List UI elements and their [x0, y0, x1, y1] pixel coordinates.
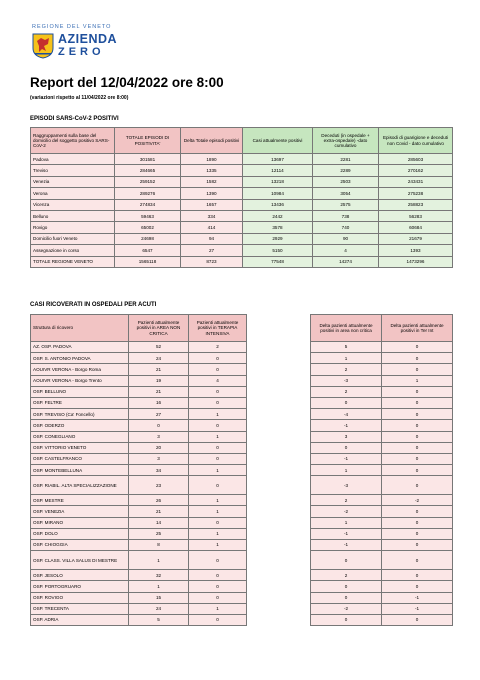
positivi-value-cell: 2289	[313, 165, 379, 176]
positivi-row	[31, 165, 453, 176]
logo-zero-text: ZERO	[58, 46, 105, 58]
positivi-value-cell: 77548	[243, 256, 313, 267]
positivi-value-cell: 275238	[379, 188, 453, 199]
hospital-name-cell: OSP. CLASS. VILLA SALUS DI MESTRE	[31, 551, 129, 570]
noncritical-cell: 5	[129, 614, 189, 625]
noncritical-cell: 16	[129, 397, 189, 408]
positivi-value-cell: 13218	[243, 176, 313, 187]
delta-noncritical-cell: 1	[311, 465, 382, 476]
ricoverati-table	[30, 314, 247, 626]
hospital-name-cell: OSP. TREVISO (Ca' Foncello)	[31, 409, 129, 420]
ricoverati-row	[31, 476, 247, 495]
delta-intensive-cell: 0	[382, 386, 453, 397]
delta-row	[311, 397, 453, 408]
noncritical-cell: 24	[129, 603, 189, 614]
delta-intensive-cell: 0	[382, 570, 453, 581]
intensive-cell: 0	[189, 397, 247, 408]
ricoverati-row	[31, 465, 247, 476]
delta-row	[311, 342, 453, 353]
positivi-value-cell: 6547	[115, 245, 181, 256]
noncritical-cell: 8	[129, 540, 189, 551]
positivi-area-cell: Treviso	[31, 165, 115, 176]
delta-intensive-cell: 0	[382, 551, 453, 570]
intensive-cell: 1	[189, 506, 247, 517]
delta-noncritical-cell: -2	[311, 506, 382, 517]
hospital-name-cell: OSP. ODERZO	[31, 420, 129, 431]
noncritical-cell: 0	[129, 420, 189, 431]
positivi-col-header: Deceduti (in ospedale + extra-ospedale) -dato cumulativo	[313, 128, 379, 154]
delta-intensive-cell: 1	[382, 375, 453, 386]
delta-noncritical-cell: -1	[311, 453, 382, 464]
positivi-value-cell: 334	[181, 210, 243, 221]
positivi-col-header: Casi attualmente positivi	[243, 128, 313, 154]
positivi-value-cell: 1393	[379, 245, 453, 256]
hospital-name-cell: OSP. BELLUNO	[31, 386, 129, 397]
ricoverati-row	[31, 409, 247, 420]
hospital-name-cell: OSP. S. ANTONIO PADOVA	[31, 353, 129, 364]
azienda-zero-logo	[32, 24, 152, 66]
noncritical-cell: 34	[129, 465, 189, 476]
delta-noncritical-cell: 0	[311, 551, 382, 570]
positivi-value-cell: 27	[181, 245, 243, 256]
positivi-area-cell: Venezia	[31, 176, 115, 187]
positivi-value-cell: 1582	[181, 176, 243, 187]
hospital-name-cell: OSP. MONTEBELLUNA	[31, 465, 129, 476]
positivi-area-cell: Assegnazione in corso	[31, 245, 115, 256]
noncritical-cell: 3	[129, 453, 189, 464]
ricoverati-row	[31, 581, 247, 592]
hospital-name-cell: OSP. VITTORIO VENETO	[31, 442, 129, 453]
positivi-value-cell: 13436	[243, 199, 313, 210]
intensive-cell: 1	[189, 431, 247, 442]
positivi-value-cell: 1390	[181, 188, 243, 199]
intensive-cell: 4	[189, 375, 247, 386]
intensive-cell: 0	[189, 453, 247, 464]
noncritical-cell: 21	[129, 386, 189, 397]
delta-intensive-cell: 0	[382, 476, 453, 495]
positivi-value-cell: 12114	[243, 165, 313, 176]
delta-noncritical-cell: 0	[311, 581, 382, 592]
ricoverati-row	[31, 614, 247, 625]
hospital-name-cell: OSP. FELTRE	[31, 397, 129, 408]
positivi-value-cell: 414	[181, 222, 243, 233]
ricoverati-row	[31, 442, 247, 453]
positivi-value-cell: 3054	[313, 188, 379, 199]
positivi-value-cell: 3578	[243, 222, 313, 233]
delta-row	[311, 528, 453, 539]
delta-noncritical-cell: -1	[311, 528, 382, 539]
delta-noncritical-cell: -3	[311, 375, 382, 386]
delta-noncritical-cell: -3	[311, 476, 382, 495]
noncritical-cell: 1	[129, 551, 189, 570]
delta-row	[311, 495, 453, 506]
intensive-cell: 1	[189, 528, 247, 539]
delta-intensive-cell: -1	[382, 592, 453, 603]
positivi-value-cell: 13697	[243, 154, 313, 165]
noncritical-cell: 21	[129, 506, 189, 517]
delta-row	[311, 614, 453, 625]
delta-intensive-cell: 0	[382, 581, 453, 592]
positivi-value-cell: 24698	[115, 233, 181, 244]
delta-intensive-cell: 0	[382, 353, 453, 364]
ricoverati-row	[31, 397, 247, 408]
delta-row	[311, 442, 453, 453]
hospital-name-cell: OSP. VENEZIA	[31, 506, 129, 517]
delta-noncritical-cell: -1	[311, 420, 382, 431]
positivi-value-cell: 2575	[313, 199, 379, 210]
ricoverati-row	[31, 592, 247, 603]
positivi-value-cell: 4	[313, 245, 379, 256]
intensive-cell: 1	[189, 409, 247, 420]
positivi-value-cell: 21679	[379, 233, 453, 244]
delta-noncritical-cell: 0	[311, 397, 382, 408]
noncritical-cell: 32	[129, 570, 189, 581]
positivi-value-cell: 90	[313, 233, 379, 244]
report-title: Report del 12/04/2022 ore 8:00	[30, 75, 224, 90]
positivi-row	[31, 176, 453, 187]
ricoverati-row	[31, 342, 247, 353]
delta-noncritical-cell: 0	[311, 442, 382, 453]
intensive-cell: 1	[189, 465, 247, 476]
positivi-value-cell: 738	[313, 210, 379, 221]
delta-noncritical-cell: -2	[311, 603, 382, 614]
intensive-cell: 0	[189, 353, 247, 364]
positivi-value-cell: 1335	[181, 165, 243, 176]
intensive-cell: 0	[189, 581, 247, 592]
intensive-cell: 0	[189, 614, 247, 625]
ricoverati-col-header: Struttura di ricovero	[31, 315, 129, 342]
veneto-lion-icon	[32, 33, 54, 59]
intensive-cell: 0	[189, 442, 247, 453]
delta-intensive-cell: -1	[382, 603, 453, 614]
noncritical-cell: 1	[129, 581, 189, 592]
intensive-cell: 0	[189, 592, 247, 603]
delta-row	[311, 420, 453, 431]
hospital-name-cell: OSP. MESTRE	[31, 495, 129, 506]
ricoverati-row	[31, 528, 247, 539]
noncritical-cell: 21	[129, 364, 189, 375]
hospital-name-cell: OSP. JESOLO	[31, 570, 129, 581]
noncritical-cell: 24	[129, 353, 189, 364]
positivi-value-cell: 1473296	[379, 256, 453, 267]
positivi-value-cell: 59463	[115, 210, 181, 221]
hospital-name-cell: OSP. CASTELFRANCO	[31, 453, 129, 464]
positivi-col-header: TOTALE EPISODI DI POSITIVITA'	[115, 128, 181, 154]
delta-intensive-cell: 0	[382, 528, 453, 539]
delta-row	[311, 517, 453, 528]
delta-row	[311, 364, 453, 375]
delta-intensive-cell: 0	[382, 540, 453, 551]
positivi-value-cell: 2503	[313, 176, 379, 187]
positivi-table	[30, 127, 453, 268]
ricoverati-row	[31, 517, 247, 528]
hospital-name-cell: OSP. DOLO	[31, 528, 129, 539]
delta-noncritical-cell: 1	[311, 517, 382, 528]
intensive-cell: 1	[189, 603, 247, 614]
positivi-value-cell: 270162	[379, 165, 453, 176]
noncritical-cell: 19	[129, 375, 189, 386]
delta-noncritical-cell: 2	[311, 364, 382, 375]
delta-row	[311, 570, 453, 581]
intensive-cell: 1	[189, 495, 247, 506]
positivi-total-row	[31, 256, 453, 267]
positivi-area-cell: Rovigo	[31, 222, 115, 233]
intensive-cell: 2	[189, 342, 247, 353]
positivi-value-cell: 10984	[243, 188, 313, 199]
delta-noncritical-cell: 2	[311, 570, 382, 581]
ricoverati-row	[31, 495, 247, 506]
ricoverati-row	[31, 420, 247, 431]
noncritical-cell: 20	[129, 442, 189, 453]
delta-intensive-cell: 0	[382, 431, 453, 442]
positivi-section-title: EPISODI SARS-CoV-2 POSITIVI	[30, 116, 119, 122]
delta-row	[311, 581, 453, 592]
positivi-value-cell: 2281	[313, 154, 379, 165]
intensive-cell: 0	[189, 420, 247, 431]
ricoverati-row	[31, 386, 247, 397]
positivi-value-cell: 8723	[181, 256, 243, 267]
ricoverati-row	[31, 453, 247, 464]
noncritical-cell: 15	[129, 592, 189, 603]
delta-row	[311, 431, 453, 442]
positivi-area-cell: Vicenza	[31, 199, 115, 210]
positivi-value-cell: 60684	[379, 222, 453, 233]
ricoverati-row	[31, 551, 247, 570]
delta-row	[311, 506, 453, 517]
positivi-value-cell: 94	[181, 233, 243, 244]
delta-col-header: Delta pazienti attualmente positivi in area non critica	[311, 315, 382, 342]
delta-row	[311, 375, 453, 386]
noncritical-cell: 25	[129, 528, 189, 539]
intensive-cell: 0	[189, 517, 247, 528]
positivi-value-cell: 740	[313, 222, 379, 233]
ricoverati-row	[31, 375, 247, 386]
positivi-col-header: Delta Totale episodi positivi	[181, 128, 243, 154]
ricoverati-row	[31, 570, 247, 581]
delta-intensive-cell: 0	[382, 342, 453, 353]
noncritical-cell: 26	[129, 495, 189, 506]
ricoverati-col-header: Pazienti attualmente positivi in TERAPIA INTENSIVA	[189, 315, 247, 342]
hospital-name-cell: AZ. OSP. PADOVA	[31, 342, 129, 353]
delta-row	[311, 353, 453, 364]
hospital-name-cell: AOUIVR VERONA - Borgo Roma	[31, 364, 129, 375]
positivi-value-cell: 301581	[115, 154, 181, 165]
delta-intensive-cell: 0	[382, 442, 453, 453]
intensive-cell: 0	[189, 551, 247, 570]
ricoverati-section-title: CASI RICOVERATI IN OSPEDALI PER ACUTI	[30, 302, 157, 308]
hospital-name-cell: OSP. PORTOGRUARO	[31, 581, 129, 592]
ricoverati-row	[31, 431, 247, 442]
delta-intensive-cell: 0	[382, 453, 453, 464]
noncritical-cell: 23	[129, 476, 189, 495]
delta-noncritical-cell: 2	[311, 495, 382, 506]
delta-intensive-cell: 0	[382, 420, 453, 431]
delta-header-row	[311, 315, 453, 342]
delta-row	[311, 409, 453, 420]
positivi-row	[31, 210, 453, 221]
positivi-area-cell: Domicilio fuori Veneto	[31, 233, 115, 244]
delta-row	[311, 476, 453, 495]
delta-noncritical-cell: 3	[311, 431, 382, 442]
positivi-area-cell: TOTALE REGIONE VENETO	[31, 256, 115, 267]
positivi-value-cell: 14274	[313, 256, 379, 267]
ricoverati-row	[31, 540, 247, 551]
delta-noncritical-cell: 0	[311, 614, 382, 625]
noncritical-cell: 52	[129, 342, 189, 353]
delta-intensive-cell: 0	[382, 409, 453, 420]
intensive-cell: 0	[189, 570, 247, 581]
positivi-area-cell: Padova	[31, 154, 115, 165]
positivi-col-header: Episodi di guarigione e deceduti non Covid - dato cumulativo	[379, 128, 453, 154]
positivi-header-row	[31, 128, 453, 154]
ricoverati-row	[31, 364, 247, 375]
positivi-row	[31, 222, 453, 233]
positivi-row	[31, 188, 453, 199]
ricoverati-row	[31, 603, 247, 614]
ricoverati-col-header: Pazienti attualmente positivi in AREA NON CRITICA	[129, 315, 189, 342]
hospital-name-cell: AOUIVR VERONA - Borgo Trento	[31, 375, 129, 386]
positivi-value-cell: 65002	[115, 222, 181, 233]
delta-noncritical-cell: 0	[311, 592, 382, 603]
delta-row	[311, 465, 453, 476]
delta-row	[311, 592, 453, 603]
positivi-value-cell: 1657	[181, 199, 243, 210]
positivi-value-cell: 258823	[379, 199, 453, 210]
delta-noncritical-cell: 2	[311, 386, 382, 397]
delta-ricoverati-table	[310, 314, 453, 626]
hospital-name-cell: OSP. RIABIL. ALTA SPECIALIZZAZIONE	[31, 476, 129, 495]
delta-intensive-cell: 0	[382, 614, 453, 625]
positivi-value-cell: 259152	[115, 176, 181, 187]
positivi-row	[31, 154, 453, 165]
logo-azienda-text: AZIENDA	[58, 32, 118, 46]
delta-row	[311, 453, 453, 464]
hospital-name-cell: OSP. ROVIGO	[31, 592, 129, 603]
hospital-name-cell: OSP. CONEGLIANO	[31, 431, 129, 442]
ricoverati-row	[31, 353, 247, 364]
hospital-name-cell: OSP. CHIOGGIA	[31, 540, 129, 551]
positivi-area-cell: Belluno	[31, 210, 115, 221]
positivi-row	[31, 199, 453, 210]
ricoverati-header-row	[31, 315, 247, 342]
noncritical-cell: 14	[129, 517, 189, 528]
delta-row	[311, 540, 453, 551]
noncritical-cell: 27	[129, 409, 189, 420]
positivi-value-cell: 56283	[379, 210, 453, 221]
positivi-value-cell: 274834	[115, 199, 181, 210]
positivi-col-header: Raggruppamenti sulla base del domicilio del soggetto positivo SARS-CoV-2	[31, 128, 115, 154]
positivi-value-cell: 284665	[115, 165, 181, 176]
hospital-name-cell: OSP. MIRANO	[31, 517, 129, 528]
delta-intensive-cell: 0	[382, 397, 453, 408]
delta-noncritical-cell: 1	[311, 353, 382, 364]
positivi-value-cell: 1890	[181, 154, 243, 165]
hospital-name-cell: OSP. ADRIA	[31, 614, 129, 625]
delta-intensive-cell: 0	[382, 506, 453, 517]
intensive-cell: 0	[189, 476, 247, 495]
intensive-cell: 1	[189, 540, 247, 551]
intensive-cell: 0	[189, 364, 247, 375]
positivi-row	[31, 245, 453, 256]
intensive-cell: 0	[189, 386, 247, 397]
positivi-value-cell: 5150	[243, 245, 313, 256]
positivi-value-cell: 2442	[243, 210, 313, 221]
delta-noncritical-cell: -1	[311, 540, 382, 551]
noncritical-cell: 3	[129, 431, 189, 442]
positivi-row	[31, 233, 453, 244]
report-subtitle: (variazioni rispetto al 11/04/2022 ore 8:00)	[30, 95, 129, 101]
positivi-value-cell: 289276	[115, 188, 181, 199]
delta-intensive-cell: 0	[382, 364, 453, 375]
delta-noncritical-cell: -4	[311, 409, 382, 420]
delta-intensive-cell: -2	[382, 495, 453, 506]
ricoverati-row	[31, 506, 247, 517]
positivi-value-cell: 1565118	[115, 256, 181, 267]
delta-col-header: Delta pazienti attualmente positivi in Ter Int	[382, 315, 453, 342]
positivi-area-cell: Verona	[31, 188, 115, 199]
delta-noncritical-cell: 5	[311, 342, 382, 353]
delta-intensive-cell: 0	[382, 465, 453, 476]
delta-row	[311, 386, 453, 397]
logo-region-text: REGIONE DEL VENETO	[32, 24, 112, 30]
delta-intensive-cell: 0	[382, 517, 453, 528]
delta-row	[311, 551, 453, 570]
hospital-name-cell: OSP. TRECENTA	[31, 603, 129, 614]
positivi-value-cell: 285603	[379, 154, 453, 165]
positivi-value-cell: 2929	[243, 233, 313, 244]
delta-row	[311, 603, 453, 614]
positivi-value-cell: 243431	[379, 176, 453, 187]
